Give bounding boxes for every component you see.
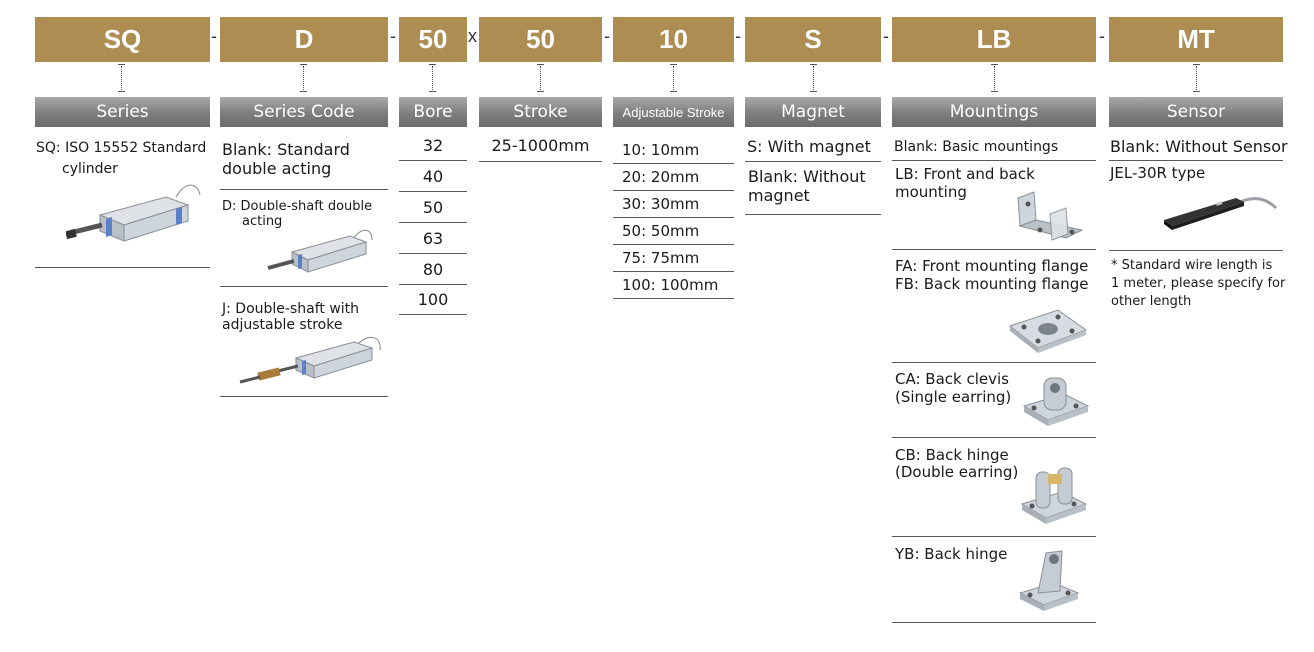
series-text: cylinder (62, 161, 118, 177)
divider (892, 160, 1096, 161)
mounting-cb-text: CB: Back hinge (895, 446, 1009, 464)
code-separator: - (1099, 26, 1105, 46)
divider (892, 536, 1096, 537)
divider (220, 189, 388, 190)
adjustable-stroke-value: 20: 20mm (613, 164, 734, 191)
adjustable-stroke-value: 10: 10mm (613, 137, 734, 164)
mounting-yb-text: YB: Back hinge (895, 545, 1008, 563)
divider (892, 362, 1096, 363)
connector (300, 64, 307, 92)
series-code-adjustable-text: adjustable stroke (222, 317, 343, 333)
sensor-note: * Standard wire length is (1111, 258, 1273, 273)
code-separator: x (468, 26, 477, 46)
connector (1193, 64, 1200, 92)
code-separator: - (735, 26, 741, 46)
code-separator: - (604, 26, 610, 46)
code-separator: - (211, 26, 217, 46)
adjustable-cylinder-illustration (236, 330, 386, 390)
series-code-double-shaft-text: D: Double-shaft double (222, 199, 373, 214)
code-separator: - (390, 26, 396, 46)
mounting-ca-text: CA: Back clevis (895, 370, 1009, 388)
connector (991, 64, 998, 92)
header-bore: Bore (399, 97, 467, 127)
connector (670, 64, 677, 92)
cylinder-illustration (66, 175, 206, 255)
divider (892, 249, 1096, 250)
bore-value: 100 (399, 284, 467, 315)
bore-value: 63 (399, 223, 467, 254)
sensor-blank-text: Blank: Without Sensor (1110, 137, 1288, 156)
foot-mounting-illustration (1010, 190, 1090, 244)
connector (537, 64, 544, 92)
header-magnet: Magnet (745, 97, 881, 127)
mounting-lb-text: mounting (895, 183, 967, 201)
sensor-note: other length (1111, 294, 1192, 309)
code-box-bore: 50 (399, 17, 467, 62)
series-code-standard-text: Blank: Standard (222, 140, 350, 159)
bore-value: 50 (399, 192, 467, 223)
divider (1109, 250, 1283, 251)
code-box-mountings: LB (892, 17, 1096, 62)
series-code-double-shaft-text: acting (242, 214, 283, 229)
header-adjustable-stroke: Adjustable Stroke (613, 97, 734, 127)
code-box-sensor: MT (1109, 17, 1283, 62)
divider (220, 286, 388, 287)
double-shaft-cylinder-illustration (266, 222, 376, 282)
mounting-fb-text: FB: Back mounting flange (895, 275, 1089, 293)
adjustable-stroke-value: 75: 75mm (613, 245, 734, 272)
mounting-cb-text: (Double earring) (895, 463, 1019, 481)
divider (1109, 160, 1283, 161)
stroke-range: 25-1000mm (479, 130, 602, 162)
pivot-bracket-illustration (1016, 545, 1082, 615)
bore-value: 32 (399, 130, 467, 161)
series-text: SQ: ISO 15552 Standard (36, 140, 207, 156)
divider (745, 214, 881, 215)
sensor-illustration (1158, 180, 1278, 240)
clevis-illustration (1020, 372, 1092, 428)
header-sensor: Sensor (1109, 97, 1283, 127)
mounting-fa-text: FA: Front mounting flange (895, 257, 1089, 275)
connector (810, 64, 817, 92)
connector (118, 64, 125, 92)
code-separator: - (883, 26, 889, 46)
bore-value: 40 (399, 161, 467, 192)
sensor-note: 1 meter, please specify for (1111, 276, 1286, 291)
divider (220, 396, 388, 397)
header-series: Series (35, 97, 210, 127)
header-stroke: Stroke (479, 97, 602, 127)
divider (35, 267, 210, 268)
magnet-with-text: S: With magnet (747, 137, 871, 156)
magnet-without-text: Blank: Without (748, 167, 866, 186)
bore-value: 80 (399, 254, 467, 285)
adjustable-stroke-value: 30: 30mm (613, 191, 734, 218)
sensor-type-text: JEL-30R type (1110, 164, 1206, 182)
flange-mounting-illustration (1006, 308, 1090, 354)
adjustable-stroke-value: 50: 50mm (613, 218, 734, 245)
code-box-adjustable-stroke: 10 (613, 17, 734, 62)
connector (429, 64, 436, 92)
code-box-series: SQ (35, 17, 210, 62)
header-series-code: Series Code (220, 97, 388, 127)
header-mountings: Mountings (892, 97, 1096, 127)
adjustable-stroke-value: 100: 100mm (613, 272, 734, 299)
hinge-illustration (1018, 462, 1090, 528)
code-box-series-code: D (220, 17, 388, 62)
code-box-magnet: S (745, 17, 881, 62)
series-code-standard-text: double acting (222, 159, 332, 178)
divider (745, 161, 881, 162)
series-code-adjustable-text: J: Double-shaft with (222, 301, 360, 317)
divider (892, 622, 1096, 623)
magnet-without-text: magnet (748, 186, 810, 205)
mounting-lb-text: LB: Front and back (895, 165, 1035, 183)
divider (892, 437, 1096, 438)
mounting-basic-text: Blank: Basic mountings (894, 139, 1059, 155)
code-box-stroke: 50 (479, 17, 602, 62)
mounting-ca-text: (Single earring) (895, 388, 1012, 406)
